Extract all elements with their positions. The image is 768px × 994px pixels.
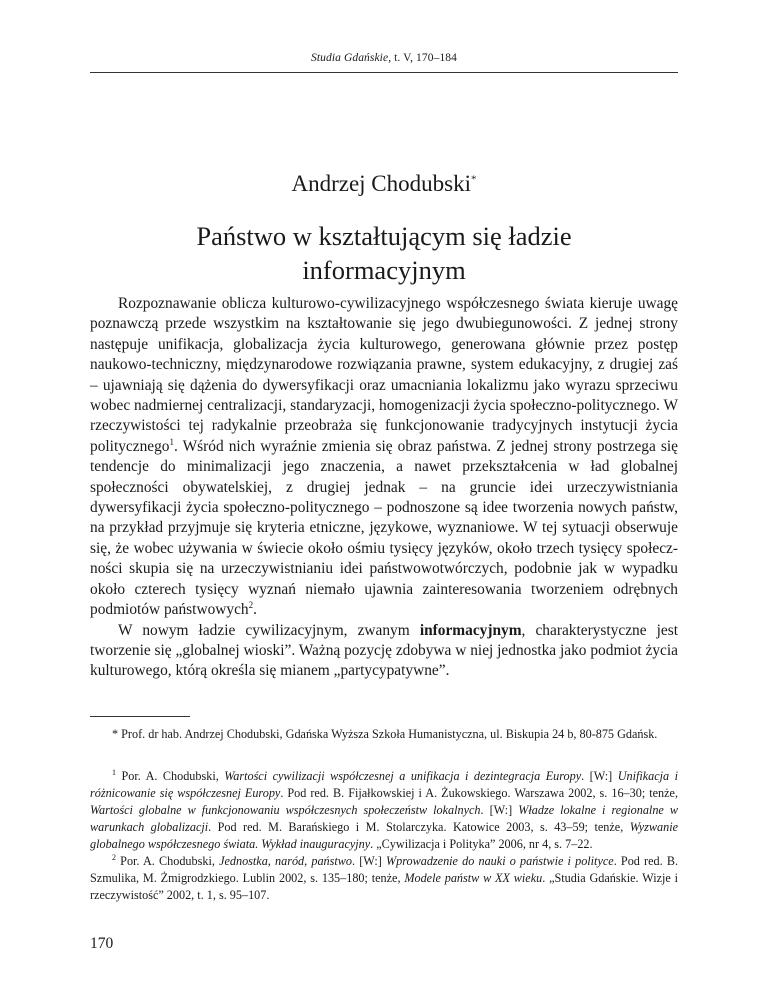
footnote-1 <box>90 768 678 853</box>
footnote-1-title: Wartości globalne w funkcjonowaniu współczesnych społeczeństw lokalnych <box>90 803 481 817</box>
footnote-1-mark: 1 <box>112 767 116 777</box>
footnote-1-title: Unifikacja i różnicowanie się współczesnej Europy <box>90 769 678 800</box>
paragraph-1 <box>90 294 678 621</box>
footnote-1-text: . Pod red. M. Barańskiego i M. Stolarczyka. Katowice 2003, s. 43–59; tenże, <box>208 820 630 834</box>
footnote-2-text: . [W:] <box>352 854 386 868</box>
author-line <box>90 171 678 197</box>
footnote-1-text: . Pod red. B. Fijałkowskiej i A. Żukowskiego. Warszawa 2002, s. 16–30; tenże, <box>280 786 678 800</box>
paragraph-1-text-c: . <box>253 601 257 619</box>
paragraph-2-bold-term: informacyjnym <box>419 621 522 639</box>
footnote-2-mark: 2 <box>112 852 116 862</box>
footnote-2-title: Modele państw w XX wieku <box>404 871 543 885</box>
article-title <box>110 219 658 287</box>
page-number: 170 <box>90 935 114 952</box>
paragraph-2 <box>90 621 678 682</box>
footnote-1-title: Wartości cywilizacji współczesnej a unifikacja i dezintegracja Europy <box>224 769 582 783</box>
footnote-rule <box>90 716 190 717</box>
running-head-info: , t. V, 170–184 <box>388 52 457 64</box>
paragraph-2-text-a: W nowym ładzie cywilizacyjnym, zwanym <box>118 621 420 639</box>
footnote-2-text: . Pod red. B. Szmulika, M. Żmigrodzkiego. Lublin 2002, s. 135–180; tenże, <box>90 854 679 885</box>
paragraph-1-text-b: . Wśród nich wyraźnie zmienia się obraz państwa. Z jednej strony postrzega się tendencje do minimalizacji jego znaczenia, a nawet przekształcenia w ład globalnej społeczności obywatelskiej, z drugiej jednak – na gruncie idei urzeczywistniania dywersyfikacji życia społeczno-politycznego – podnoszone są idee tworzenia nowych państw, na przykład przyjmuje się kryteria etniczne, językowe, wyznaniowe. W tej sytuacji obserwuje się, że wobec używania w świecie około ośmiu tysięcy języków, około trzech tysięcy społeczności skupia się na urzeczywistnianiu idei państwowotwórczych, podobnie jak w wypadku około czterech tysięcy wyznań niemało ujawnia zainteresowania tworzeniem odrębnych podmiotów państwowych <box>90 437 678 619</box>
running-head <box>90 52 678 64</box>
title-line-2: informacyjnym <box>302 255 466 285</box>
footnote-2 <box>90 853 678 904</box>
paragraph-1-text-a: Rozpoznawanie oblicza kulturowo-cywilizacyjnego współczesnego świata kieruje uwagę poznawczą przede wszystkim na kształtowanie się jego dwubiegunowości. Z jednej strony następuje unifikacja, globalizacja życia kulturowego, generowana głównie przez postęp naukowo-techniczny, międzynarodowe rozwiązania prawne, system edukacyjny, z drugiej zaś – ujawniają się dążenia do dywersyfikacji oraz umacniania lokalizmu jako wyrazu sprzeciwu wobec nadmiernej centralizacji, standaryzacji, homogenizacji życia społeczno-politycznego. W rzeczywistości tej radykalnie przeobraża się funkcjonowanie tradycyjnych instytucji życia politycznego <box>90 295 678 455</box>
footnote-1-text: . [W:] <box>581 769 618 783</box>
footnote-ref-2: 2 <box>248 599 254 610</box>
footnote-1-text: Por. A. Chodubski, <box>116 769 225 783</box>
title-line-1: Państwo w kształtującym się ładzie <box>196 221 572 251</box>
header-rule <box>90 72 678 73</box>
footnote-1-title: Władze lokalne i regionalne w warunkach globalizacji <box>90 803 678 834</box>
author-name: Andrzej Chodubski <box>291 171 471 196</box>
footnote-1-text: . [W:] <box>480 803 519 817</box>
footnote-2-text: . „Studia Gdańskie. Wizje i rzeczywistość” 2002, t. 1, s. 95–107. <box>90 871 679 902</box>
author-affiliation: * Prof. dr hab. Andrzej Chodubski, Gdańska Wyższa Szkoła Humanistyczna, ul. Biskupia 24 b, 80-875 Gdańsk. <box>112 727 658 741</box>
running-head-journal: Studia Gdańskie <box>310 52 389 64</box>
footnote-2-title: Jednostka, naród, państwo <box>219 854 352 868</box>
body-text <box>90 294 678 682</box>
author-footnote-mark: * <box>471 173 477 186</box>
footnote-2-title: Wprowadzenie do nauki o państwie i polityce <box>385 854 614 868</box>
footnote-ref-1: 1 <box>169 436 174 447</box>
footnote-1-text: . „Cywilizacja i Polityka” 2006, nr 4, s. 7–22. <box>370 837 593 851</box>
author-footnote <box>90 726 678 743</box>
footnotes <box>90 768 678 904</box>
footnote-2-text: Por. A. Chodubski, <box>116 854 220 868</box>
paragraph-2-text-b: , charakterystyczne jest tworzenie się „globalnej wioski”. Ważną pozycję zdobywa w niej jednostka jako podmiot życia kulturowego, którą określa się mianem „partycypatywne”. <box>90 621 678 680</box>
footnote-1-title: Wyzwanie globalnego współczesnego świata. Wykład inauguracyjny <box>90 820 678 851</box>
